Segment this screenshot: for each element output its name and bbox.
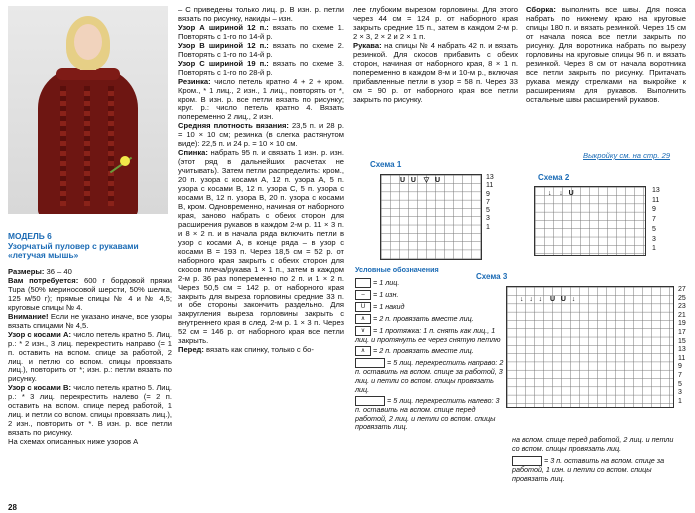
paragraph <box>178 6 344 24</box>
paragraph-heading: Резинка: <box>178 76 215 86</box>
row-number: 5 <box>652 225 656 233</box>
cable-pattern <box>60 86 66 206</box>
paragraph-heading: Узор С шириной 19 п.: <box>178 58 273 68</box>
row-number: 11 <box>678 354 686 362</box>
paragraph-text: вязать по схеме 3. Повторять с 1-го по 28-й р. <box>178 58 344 77</box>
paragraph <box>353 42 518 105</box>
row-number: 7 <box>486 198 490 206</box>
paragraph-text: вязать по схеме 1. Повторять с 1-го по 14-й р. <box>178 22 344 41</box>
paragraph-text: число петель кратно 5. Лиц. р.: * 2 изн., 3 лиц. перекрестить направо (= 1 п. оставить на вспом. спице за работой, 2 лиц. и петлю со вспом. спицы провязать лиц.), повторить от *; изн. р.: петли вязать по рисунку. <box>8 329 172 384</box>
scheme-1-row-numbers <box>486 174 494 232</box>
paragraph-text: 23,5 п. и 28 р. = 10 × 10 см; резинка (в слегка растянутом виде): 22,5 п. и 24 р. = 10 × 10 см. <box>178 121 344 149</box>
paragraph <box>178 149 344 346</box>
row-number: 9 <box>652 206 656 214</box>
paragraph-text: число петель кратно 4 + 2 + кром. Кром., * 1 лиц., 2 изн., 1 лиц., повторять от *, кром. В изн. р. все петли вязать по рисунку; круг. р.: число петель кратно 4. Вязать попеременно 2 лиц., 2 изн. <box>178 76 345 122</box>
scheme-3-row-numbers <box>678 286 686 406</box>
paragraph-heading: Узор с косами В: <box>8 383 74 393</box>
row-number: 19 <box>678 320 686 328</box>
row-number: 9 <box>678 363 682 371</box>
legend-symbol-icon: U <box>355 302 371 312</box>
model-number: МОДЕЛЬ 6 <box>8 231 52 241</box>
row-number: 1 <box>486 223 490 231</box>
flower-icon <box>120 156 130 166</box>
paragraph-text: набрать 95 п. и связать 1 изн. р. изн. (этот ряд в дальнейших расчетах не учитывать). Затем петли распределить: кром., 20 п. узора с косами А, 12 п. узора А, 5 п. узора с косами В, 12 п. узора С, 5 п. узора с косами В, 12 п. узора В, 20 п. узора с косами В, кром. Одновременно, начиная от наборного края, заново набрать с обеих сторон для расширения рукавов в каждом 2-м р. 11 × 3 п. и 8 × 2 п. и в начала ряда включить петли в узор с косами А, в конце ряда – в узор с косами В = 193 п. Через 18,5 см = 52 р. от наборного края закрыть с обеих сторон для скосов плеча/рукава 1 × 1 п., затем в каждом 2-м р. 36 раз попеременно по 2 п. и 1 × 2 п. Через 50,5 см = 142 р. от наборного края закрыть для выреза горловины средние 33 п. и обе стороны закончить раздельно. Для закругления выреза горловины закрыть с внутреннего края в след. 2-м р. 1 × 3 п. Через 52 см = 146 р. от наборного края все петли закрыть. <box>178 148 344 346</box>
paragraph <box>178 42 344 60</box>
row-number: 7 <box>678 371 682 379</box>
legend <box>355 265 508 434</box>
row-number: 13 <box>652 187 660 194</box>
legend-text: = 3 п. оставить на вспом. спице за работой, 1 изн. и петли со вспом. спицы провязать лиц. <box>512 456 665 483</box>
page-number: 28 <box>8 503 17 512</box>
row-number: 3 <box>652 235 656 243</box>
face-shape <box>74 24 102 60</box>
scheme-1-title: Схема 1 <box>370 160 402 169</box>
row-number: 11 <box>486 182 494 190</box>
legend-right <box>512 436 682 487</box>
scheme-3-grid <box>506 286 674 408</box>
row-number: 1 <box>652 245 656 253</box>
legend-text: = 1 изн. <box>373 289 399 299</box>
legend-text: = 1 протяжка: 1 п. снять как лиц., 1 лиц. и протянуть ее через снятую петлю <box>355 325 501 344</box>
paragraph <box>353 6 518 42</box>
row-number: 3 <box>486 215 490 223</box>
legend-text: на вспом. спице перед работой, 2 лиц. и петли со вспом. спицы провязать лиц. <box>512 435 674 453</box>
text-column-2 <box>178 6 344 355</box>
paragraph <box>8 384 172 438</box>
row-number: 13 <box>678 346 686 354</box>
row-number: 3 <box>678 389 682 397</box>
paragraph <box>178 60 344 78</box>
text-column-4 <box>526 6 686 104</box>
row-number: 7 <box>652 216 656 224</box>
paragraph-heading: Узор А шириной 12 п.: <box>178 22 273 32</box>
legend-text: = 1 лиц. <box>373 277 400 287</box>
legend-item <box>355 314 505 324</box>
paragraph <box>526 6 686 104</box>
paragraph-text: лее глубоким вырезом горловины. Для этого через 44 см = 124 р. от наборного края закрыть средние 15 п., затем в каждом 2-м р. 2 × 3, 2 × 2 и 2 × 1 п. <box>353 5 518 41</box>
text-column-3 <box>353 6 518 104</box>
legend-text: = 1 накид <box>373 301 405 311</box>
paragraph <box>8 313 172 331</box>
paragraph-text: 600 г бордовой пряжи Tupa (50% мериносовой шерсти, 50% шелка, 125 м/50 г); прямые спицы № 4 и № 4,5; круговые спицы № 4. <box>8 275 172 312</box>
row-number: 9 <box>486 190 490 198</box>
legend-symbol-icon: – <box>355 290 371 300</box>
paragraph-heading: Узор В шириной 12 п.: <box>178 40 273 50</box>
paragraph-heading: Перед: <box>178 345 207 355</box>
scheme-2-symbols: ↓ ↓ U <box>548 190 574 197</box>
paragraph-text: На схемах описанных ниже узоров А <box>8 437 139 447</box>
row-number: 11 <box>652 196 660 204</box>
legend-symbol-icon: ∨ <box>355 326 371 336</box>
model-heading <box>8 232 166 261</box>
legend-item <box>355 346 505 356</box>
paragraph <box>178 346 344 355</box>
paragraph-text: на спицы № 4 набрать 42 п. и вязать резинкой. Для скосов прибавить с обеих сторон, начиная от наборного края, 8 × 1 п. попеременно в каждом 8-м и 10-м р., включая прибавленные петли в узор = 58 п. Через 33 см = 90 р. от наборного края все петли закрыть по рисунку. <box>353 40 519 104</box>
legend-item <box>512 456 682 483</box>
scheme-2-title: Схема 2 <box>538 173 570 182</box>
paragraph-heading: Рукава: <box>353 40 385 50</box>
pattern-link[interactable]: Выкройку см. на стр. 29 <box>583 151 671 160</box>
paragraph-heading: Средняя плотность вязания: <box>178 121 292 131</box>
row-number: 15 <box>678 337 686 345</box>
paragraph <box>8 331 172 385</box>
paragraph <box>178 122 344 149</box>
paragraph-text: вязать по схеме 2. Повторять с 1-го по 14-й р. <box>178 40 344 59</box>
paragraph-text: число петель кратно 5. Лиц. р.: * 3 лиц. перекрестить налево (= 2 п. оставить на вспом. спице перед работой, 1 лиц. и петли со вспом. спицы провязать лиц.), 2 изн., повторить от *. В изн. р. все петли вязать по рисунку. <box>8 383 172 438</box>
paragraph-text: – С приведены только лиц. р. В изн. р. петли вязать по рисунку, накиды – изн. <box>178 5 344 23</box>
scheme-3-symbols: ↓ ↓ ↓ U U ↓ <box>520 296 576 303</box>
paragraph-heading: Спинка: <box>178 148 211 158</box>
legend-item <box>355 302 505 312</box>
paragraph-heading: Размеры: <box>8 267 47 276</box>
paragraph <box>178 24 344 42</box>
paragraph-text: Если не указано иначе, все узоры вязать спицами № 4,5. <box>8 311 172 330</box>
text-column-1 <box>8 268 172 447</box>
legend-item <box>355 396 505 432</box>
row-number: 1 <box>678 397 682 405</box>
row-number: 13 <box>486 174 494 181</box>
legend-text: = 2 п. провязать вместе лиц. <box>373 313 474 323</box>
row-number: 5 <box>486 207 490 215</box>
scheme-3-title: Схема 3 <box>476 272 508 281</box>
legend-title: Условные обозначения <box>355 265 439 274</box>
paragraph <box>178 78 344 123</box>
legend-symbol-icon: ∧ <box>355 346 371 356</box>
paragraph <box>8 438 172 447</box>
paragraph <box>8 277 172 313</box>
legend-item <box>355 326 505 345</box>
paragraph-text: выполнить все швы. Для пояса набрать по нижнему краю на круговые спицы 180 п. и вязать резинкой. Через 15 см от начала пояса все петли закрыть по рисунку. Для воротника набрать по вырезу горловины на круговые спицы 96 п. и вязать резинкой. Через 8 см от начала воротника все петли закрыть по рисунку. Притачать рукава между стрелками на выкройке к расширениям для рукавов. Выполнить остальные швы расширений рукавов. <box>526 5 687 104</box>
cable-pattern <box>108 86 114 206</box>
row-number: 27 <box>678 286 686 293</box>
paragraph-text: 36 – 40 <box>46 267 72 276</box>
paragraph-heading: Внимание! <box>8 311 51 321</box>
scheme-1-grid <box>380 174 482 260</box>
row-number: 21 <box>678 311 686 319</box>
row-number: 17 <box>678 328 686 336</box>
model-photo <box>8 6 168 214</box>
legend-text: = 2 п. провязать вместе лиц. <box>373 346 474 356</box>
legend-item <box>355 290 505 300</box>
paragraph-heading: Сборка: <box>526 5 562 14</box>
row-number: 5 <box>678 380 682 388</box>
legend-item <box>512 436 682 453</box>
cable-pattern <box>84 86 90 206</box>
scheme-2-row-numbers <box>652 186 660 254</box>
paragraph-heading: Вам потребуется: <box>8 275 84 285</box>
row-number: 25 <box>678 294 686 302</box>
legend-item <box>355 358 505 394</box>
legend-text: = 5 лиц. перекрестить направо: 2 п. оставить на вспом. спице за работой, 3 лиц. и петли со вспом. спицы провязать лиц. <box>355 358 504 394</box>
scheme-1-symbols: U U ▽ U <box>400 177 440 184</box>
row-number: 23 <box>678 303 686 311</box>
paragraph-text: вязать как спинку, только с бо- <box>206 345 314 355</box>
legend-symbol-icon: ∧ <box>355 314 371 324</box>
paragraph-heading: Узор с косами А: <box>8 329 74 339</box>
legend-symbol-icon <box>355 278 371 288</box>
legend-text: = 5 лиц. перекрестить налево: 3 п. оставить на вспом. спице перед работой, 2 лиц. и петли со вспом. спицы провязать лиц. <box>355 396 500 432</box>
model-subtitle: Узорчатый пуловер с рукавами «летучая мышь» <box>8 240 139 261</box>
